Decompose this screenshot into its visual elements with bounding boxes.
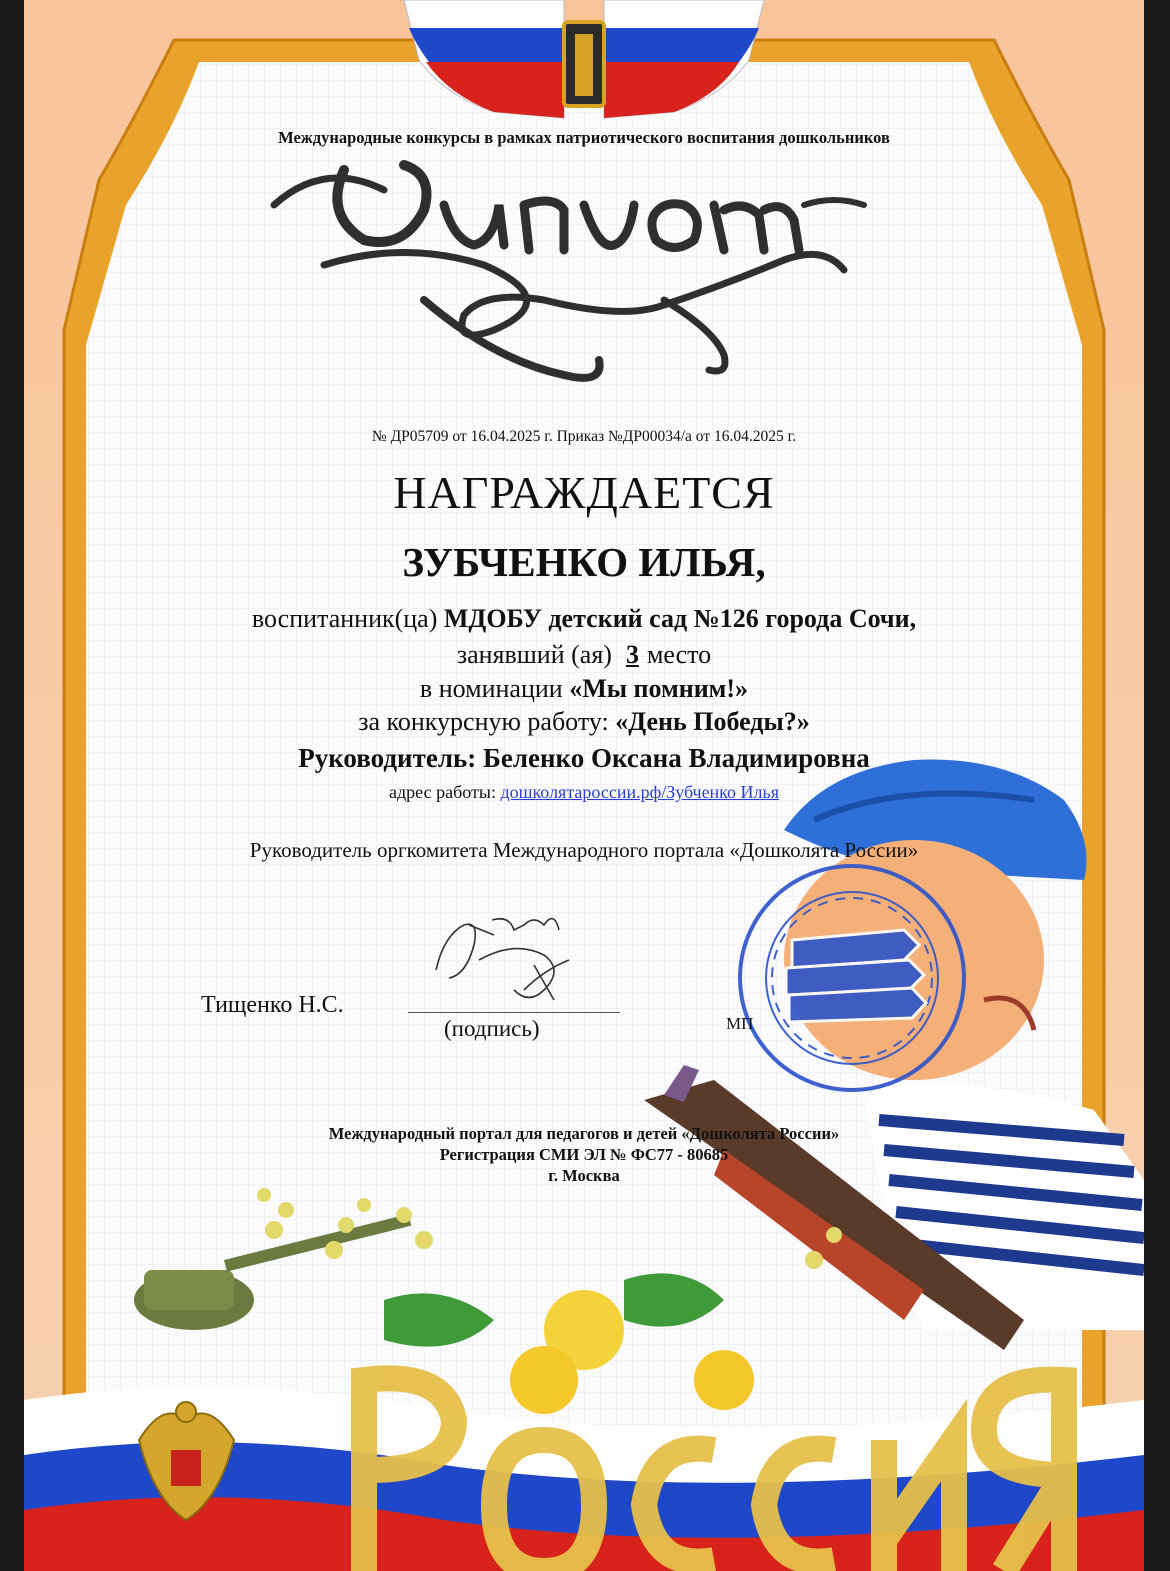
document-number: № ДР05709 от 16.04.2025 г. Приказ №ДР00034/а от 16.04.2025 г. [371,428,797,445]
work-prefix: за конкурсную работу: [358,707,609,736]
place-value: 3 [625,640,639,669]
address-line [24,782,1144,803]
work-title: «День Победы?» [615,707,810,736]
address-prefix: адрес работы: [389,782,496,802]
nomination-prefix: в номинации [419,674,563,703]
footer-registration: Регистрация СМИ ЭЛ № ФС77 - 80685 [439,1145,729,1164]
signature-caption: (подпись) [444,1016,540,1041]
nomination-line [24,674,1144,704]
diploma-sheet [24,0,1144,1571]
pupil-prefix: воспитанник(ца) [251,604,438,633]
awarded-heading: НАГРАЖДАЕТСЯ [393,467,775,518]
institution-line [24,604,1144,634]
signature-line [408,1012,620,1013]
place-line [24,640,1144,670]
signer-name: Тищенко Н.С. [201,992,344,1018]
nomination-title: «Мы помним!» [569,674,749,703]
address-link[interactable]: дошколятароссии.рф/Зубченко Илья [500,782,779,802]
orgcommittee-line: Руководитель оргкомитета Международного портала «Дошколята России» [249,838,919,862]
organizer-line: Международные конкурсы в рамках патриотического воспитания дошкольников [278,128,890,147]
footer-portal: Международный портал для педагогов и детей «Дошколята России» [328,1124,840,1143]
supervisor-line: Руководитель: Беленко Оксана Владимировна [298,743,870,773]
stamp-label: МП [726,1014,754,1033]
place-suffix: место [646,640,712,669]
diploma-content [24,0,1144,1571]
place-prefix: занявший (ая) [456,640,612,669]
footer-city: г. Москва [548,1166,620,1185]
recipient-name: ЗУБЧЕНКО ИЛЬЯ, [402,539,766,585]
work-line [24,707,1144,737]
institution-name: МДОБУ детский сад №126 города Сочи, [443,604,917,633]
